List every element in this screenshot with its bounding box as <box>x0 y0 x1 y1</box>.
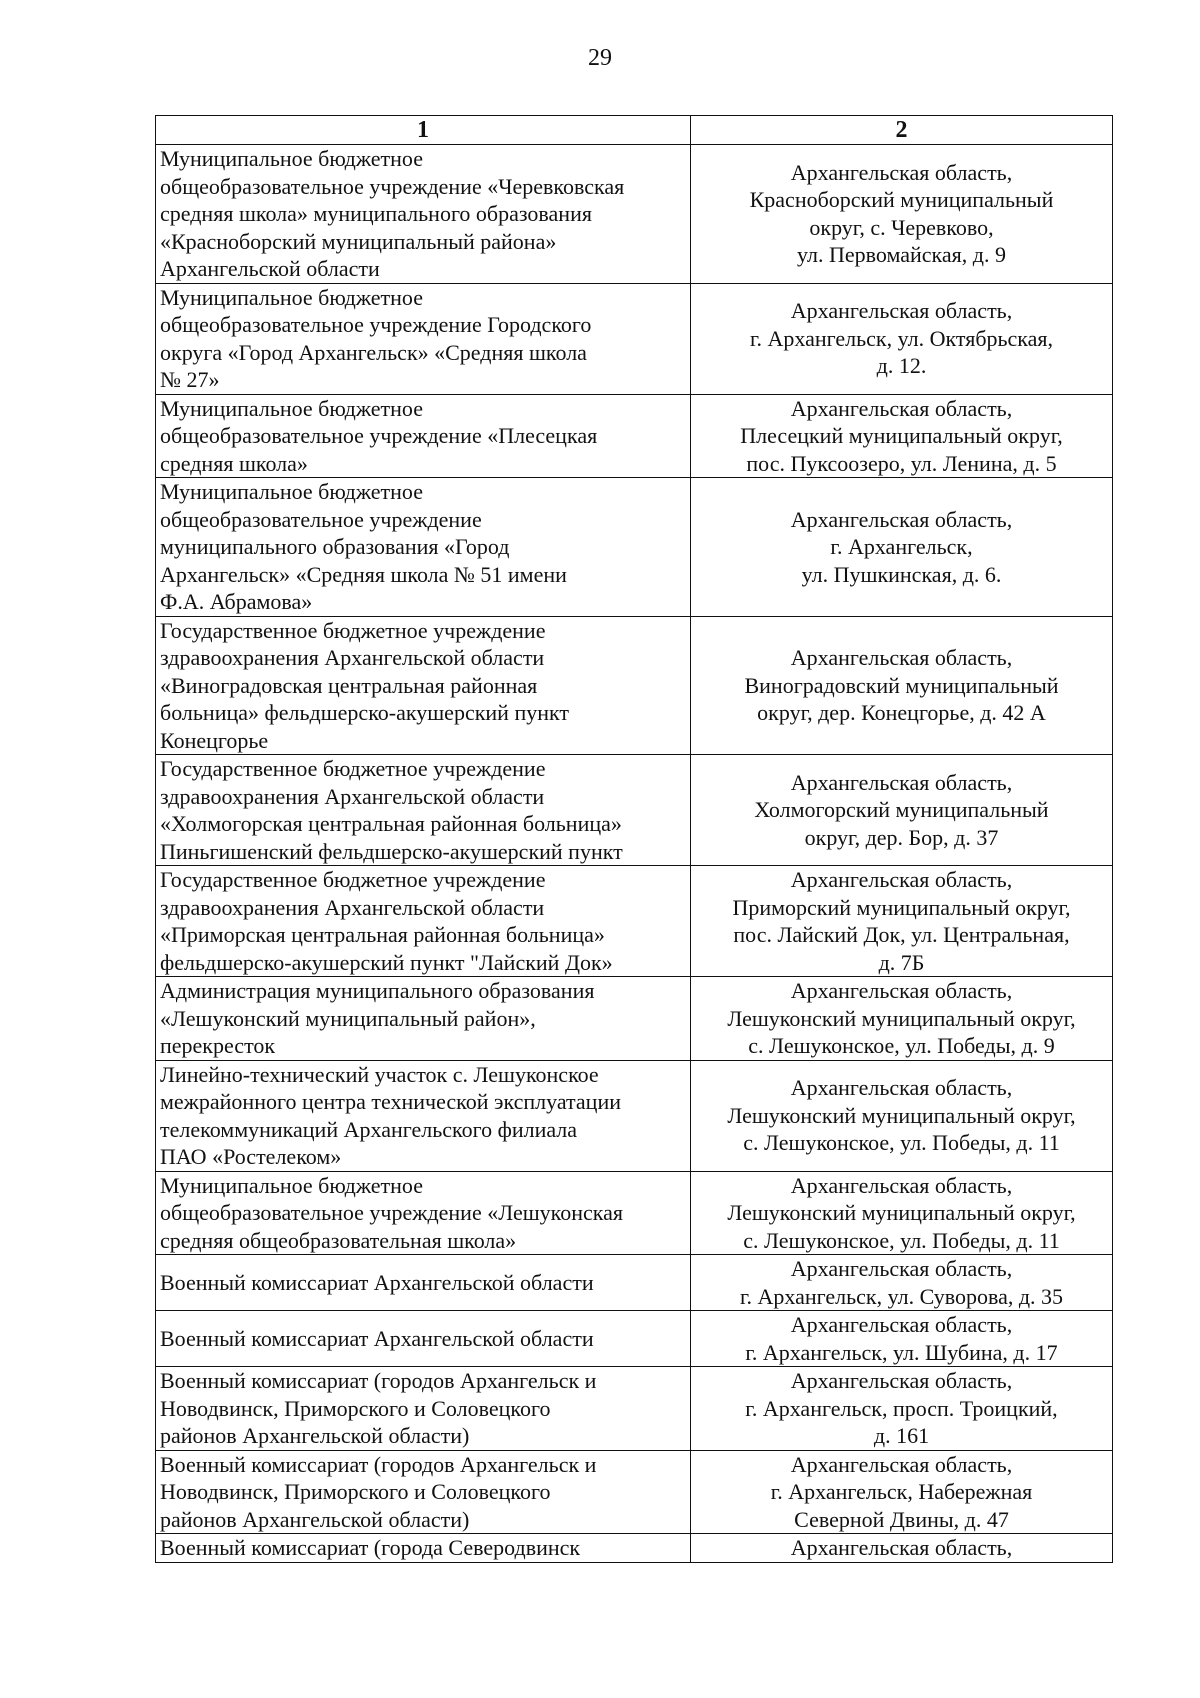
address-cell: Архангельская область, Красноборский муниципальный округ, с. Черевково, ул. Первомайская, д. 9 <box>691 145 1113 284</box>
address-cell: Архангельская область, Лешуконский муниципальный округ, с. Лешуконское, ул. Победы, д. 11 <box>691 1171 1113 1255</box>
address-cell: Архангельская область, Виноградовский муниципальный округ, дер. Конецгорье, д. 42 А <box>691 616 1113 755</box>
address-cell: Архангельская область, г. Архангельск, ул. Пушкинская, д. 6. <box>691 478 1113 617</box>
table-row <box>156 1171 1113 1255</box>
organization-cell: Военный комиссариат (городов Архангельск и Новодвинск, Приморского и Соловецкого районов Архангельской области) <box>156 1450 691 1534</box>
address-cell: Архангельская область, Плесецкий муниципальный округ, пос. Пуксоозеро, ул. Ленина, д. 5 <box>691 394 1113 478</box>
organization-cell: Муниципальное бюджетное общеобразовательное учреждение Городского округа «Город Архангельск» «Средняя школа № 27» <box>156 283 691 394</box>
organization-cell: Линейно-технический участок с. Лешуконское межрайонного центра технической эксплуатации телекоммуникаций Архангельского филиала ПАО «Ростелеком» <box>156 1060 691 1171</box>
table-row <box>156 478 1113 617</box>
address-cell: Архангельская область, г. Архангельск, ул. Октябрьская, д. 12. <box>691 283 1113 394</box>
page-number: 29 <box>588 45 612 71</box>
organization-cell: Военный комиссариат Архангельской области <box>156 1311 691 1367</box>
table-row <box>156 1534 1113 1563</box>
table-row <box>156 755 1113 866</box>
table-row <box>156 283 1113 394</box>
table-row <box>156 616 1113 755</box>
organization-cell: Администрация муниципального образования «Лешуконский муниципальный район», перекресток <box>156 977 691 1061</box>
column-header-organization: 1 <box>156 116 691 145</box>
address-cell: Архангельская область, г. Архангельск, ул. Суворова, д. 35 <box>691 1255 1113 1311</box>
table-row <box>156 1367 1113 1451</box>
address-cell: Архангельская область, <box>691 1534 1113 1563</box>
address-cell: Архангельская область, Лешуконский муниципальный округ, с. Лешуконское, ул. Победы, д. 11 <box>691 1060 1113 1171</box>
address-cell: Архангельская область, Приморский муниципальный округ, пос. Лайский Док, ул. Центральная, д. 7Б <box>691 866 1113 977</box>
table-row <box>156 977 1113 1061</box>
table-row <box>156 1255 1113 1311</box>
table-row <box>156 1311 1113 1367</box>
table-row <box>156 1060 1113 1171</box>
address-cell: Архангельская область, г. Архангельск, ул. Шубина, д. 17 <box>691 1311 1113 1367</box>
table-header-row <box>156 116 1113 145</box>
organization-cell: Муниципальное бюджетное общеобразовательное учреждение «Плесецкая средняя школа» <box>156 394 691 478</box>
organization-cell: Государственное бюджетное учреждение здравоохранения Архангельской области «Холмогорская центральная районная больница» Пиньгишенский фельдшерско-акушерский пункт <box>156 755 691 866</box>
column-header-address: 2 <box>691 116 1113 145</box>
organization-cell: Муниципальное бюджетное общеобразовательное учреждение «Лешуконская средняя общеобразовательная школа» <box>156 1171 691 1255</box>
organization-cell: Муниципальное бюджетное общеобразовательное учреждение муниципального образования «Город Архангельск» «Средняя школа № 51 имени Ф.А. Абрамова» <box>156 478 691 617</box>
organization-cell: Военный комиссариат Архангельской области <box>156 1255 691 1311</box>
table-row <box>156 866 1113 977</box>
address-cell: Архангельская область, Лешуконский муниципальный округ, с. Лешуконское, ул. Победы, д. 9 <box>691 977 1113 1061</box>
address-cell: Архангельская область, г. Архангельск, просп. Троицкий, д. 161 <box>691 1367 1113 1451</box>
organization-cell: Военный комиссариат (города Северодвинск <box>156 1534 691 1563</box>
organization-cell: Военный комиссариат (городов Архангельск и Новодвинск, Приморского и Соловецкого районов Архангельской области) <box>156 1367 691 1451</box>
address-cell: Архангельская область, Холмогорский муниципальный округ, дер. Бор, д. 37 <box>691 755 1113 866</box>
organization-cell: Государственное бюджетное учреждение здравоохранения Архангельской области «Приморская центральная районная больница» фельдшерско-акушерский пункт "Лайский Док» <box>156 866 691 977</box>
table-row <box>156 1450 1113 1534</box>
table-row <box>156 394 1113 478</box>
institutions-table <box>155 115 1113 1563</box>
address-cell: Архангельская область, г. Архангельск, Набережная Северной Двины, д. 47 <box>691 1450 1113 1534</box>
organization-cell: Государственное бюджетное учреждение здравоохранения Архангельской области «Виноградовская центральная районная больница» фельдшерско-акушерский пункт Конецгорье <box>156 616 691 755</box>
table-row <box>156 145 1113 284</box>
organization-cell: Муниципальное бюджетное общеобразовательное учреждение «Черевковская средняя школа» муниципального образования «Красноборский муниципальный района» Архангельской области <box>156 145 691 284</box>
